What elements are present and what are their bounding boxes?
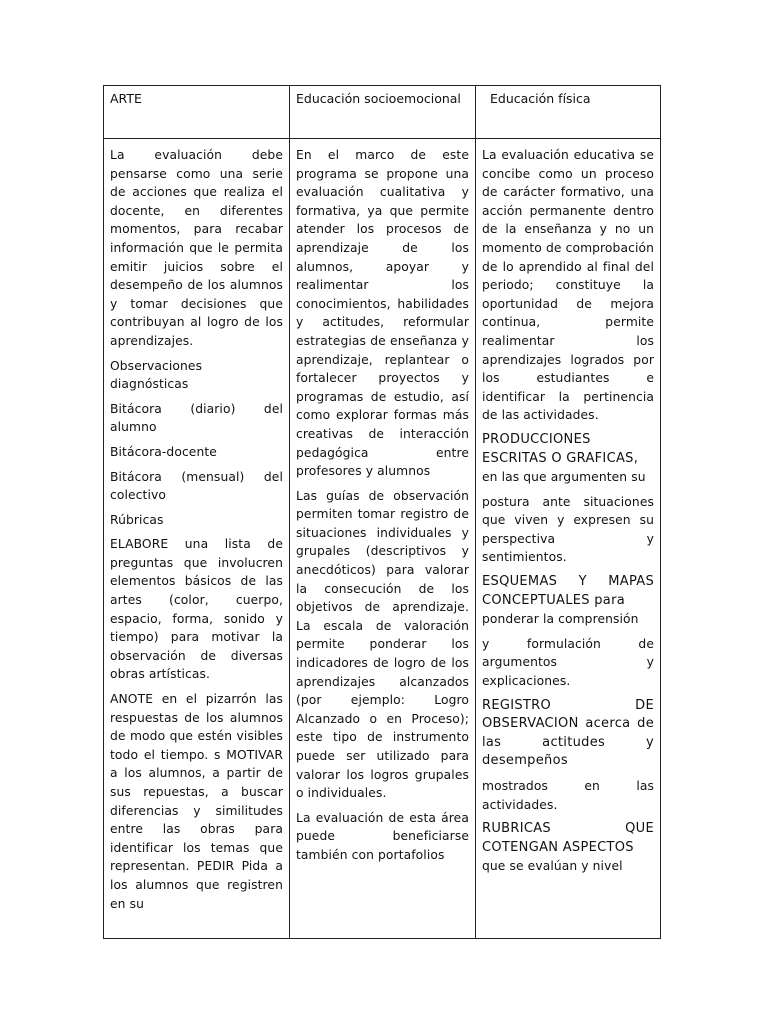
- socioemocional-paragraph: La evaluación de esta área puede beneficiarse también con portafolios: [296, 810, 469, 862]
- header-arte: ARTE: [110, 91, 142, 106]
- fisica-item: y formulación de argumentos y explicaciones.: [482, 636, 654, 689]
- header-cell-socioemocional: [290, 86, 476, 139]
- table-body-row: [104, 139, 661, 939]
- arte-paragraph: ELABORE una lista de preguntas que involucren elementos básicos de las artes (color, cuerpo, espacio, forma, sonido y tiempo) para motivar la observación de diversas obras artísticas.: [110, 537, 283, 682]
- fisica-cell: [476, 139, 661, 939]
- arte-item: Rúbricas: [110, 512, 164, 527]
- arte-item: Observaciones diagnósticas: [110, 358, 203, 392]
- socioemocional-paragraph: Las guías de observación permiten tomar registro de situaciones individuales y grupales (descriptivos y anecdóticos) para valorar la consecución de los objetivos de aprendizaje. La escala de valoración permite ponderar los indicadores de logro de los aprendizajes alcanzados (por ejemplo: Logro Alcanzado o en Proceso); este tipo de instrumento puede ser utilizado para valorar los logros grupales o individuales.: [296, 488, 469, 801]
- table-header-row: [104, 86, 661, 139]
- header-cell-fisica: [476, 86, 661, 139]
- arte-content: [104, 139, 289, 913]
- fisica-item: que se evalúan y nivel: [482, 859, 623, 874]
- header-fisica: Educación física: [490, 91, 591, 106]
- arte-item: Bitácora (diario) del alumno: [110, 401, 283, 435]
- fisica-item: en las que argumenten su: [482, 470, 646, 485]
- fisica-heading: RUBRICAS QUE COTENGAN ASPECTOS: [482, 821, 654, 855]
- fisica-item: postura ante situaciones que viven y expresen su perspectiva y sentimientos.: [482, 494, 654, 565]
- arte-cell: [104, 139, 290, 939]
- arte-paragraph: La evaluación debe pensarse como una serie de acciones que realiza el docente, en diferentes momentos, para recabar información que le permita emitir juicios sobre el desempeño de los alumnos y tomar decisiones que contribuyan al logro de los aprendizajes.: [110, 148, 283, 348]
- fisica-paragraph: La evaluación educativa se concibe como un proceso de carácter formativo, una acción permanente dentro de la enseñanza y no un momento de comprobación de lo aprendido al final del periodo; constituye la oportunidad de mejora continua, permite realimentar los aprendizajes logrados por los estudiantes e identificar la pertinencia de las actividades.: [482, 148, 654, 423]
- fisica-heading: PRODUCCIONES ESCRITAS O GRAFICAS,: [482, 431, 639, 466]
- header-socioemocional: Educación socioemocional: [296, 91, 461, 106]
- fisica-item: mostrados en las actividades.: [482, 779, 654, 812]
- fisica-item: ponderar la comprensión: [482, 612, 639, 627]
- evaluation-table: [103, 85, 661, 939]
- arte-item: Bitácora-docente: [110, 444, 217, 459]
- socioemocional-cell: [290, 139, 476, 939]
- header-cell-arte: [104, 86, 290, 139]
- fisica-heading: ESQUEMAS Y MAPAS CONCEPTUALES para: [482, 574, 654, 608]
- fisica-content: [476, 139, 660, 876]
- socioemocional-content: [290, 139, 475, 865]
- arte-item: Bitácora (mensual) del colectivo: [110, 469, 283, 503]
- arte-paragraph: ANOTE en el pizarrón las respuestas de los alumnos de modo que estén visibles todo el tiempo. s MOTIVAR a los alumnos, a partir de sus repuestas, a buscar diferencias y similitudes entre las obras para identificar los temas que representan. PEDIR Pida a los alumnos que registren en su: [110, 692, 283, 911]
- socioemocional-paragraph: En el marco de este programa se propone una evaluación cualitativa y formativa, ya que permite atender los procesos de aprendizaje de los alumnos, apoyar y realimentar los conocimientos, habilidades y actitudes, reformular estrategias de enseñanza y aprendizaje, replantear o fortalecer proyectos y programas de estudio, así como explorar formas más creativas de interacción pedagógica entre profesores y alumnos: [296, 148, 469, 479]
- fisica-heading: REGISTRO DE OBSERVACION acerca de las actitudes y desempeños: [482, 697, 654, 769]
